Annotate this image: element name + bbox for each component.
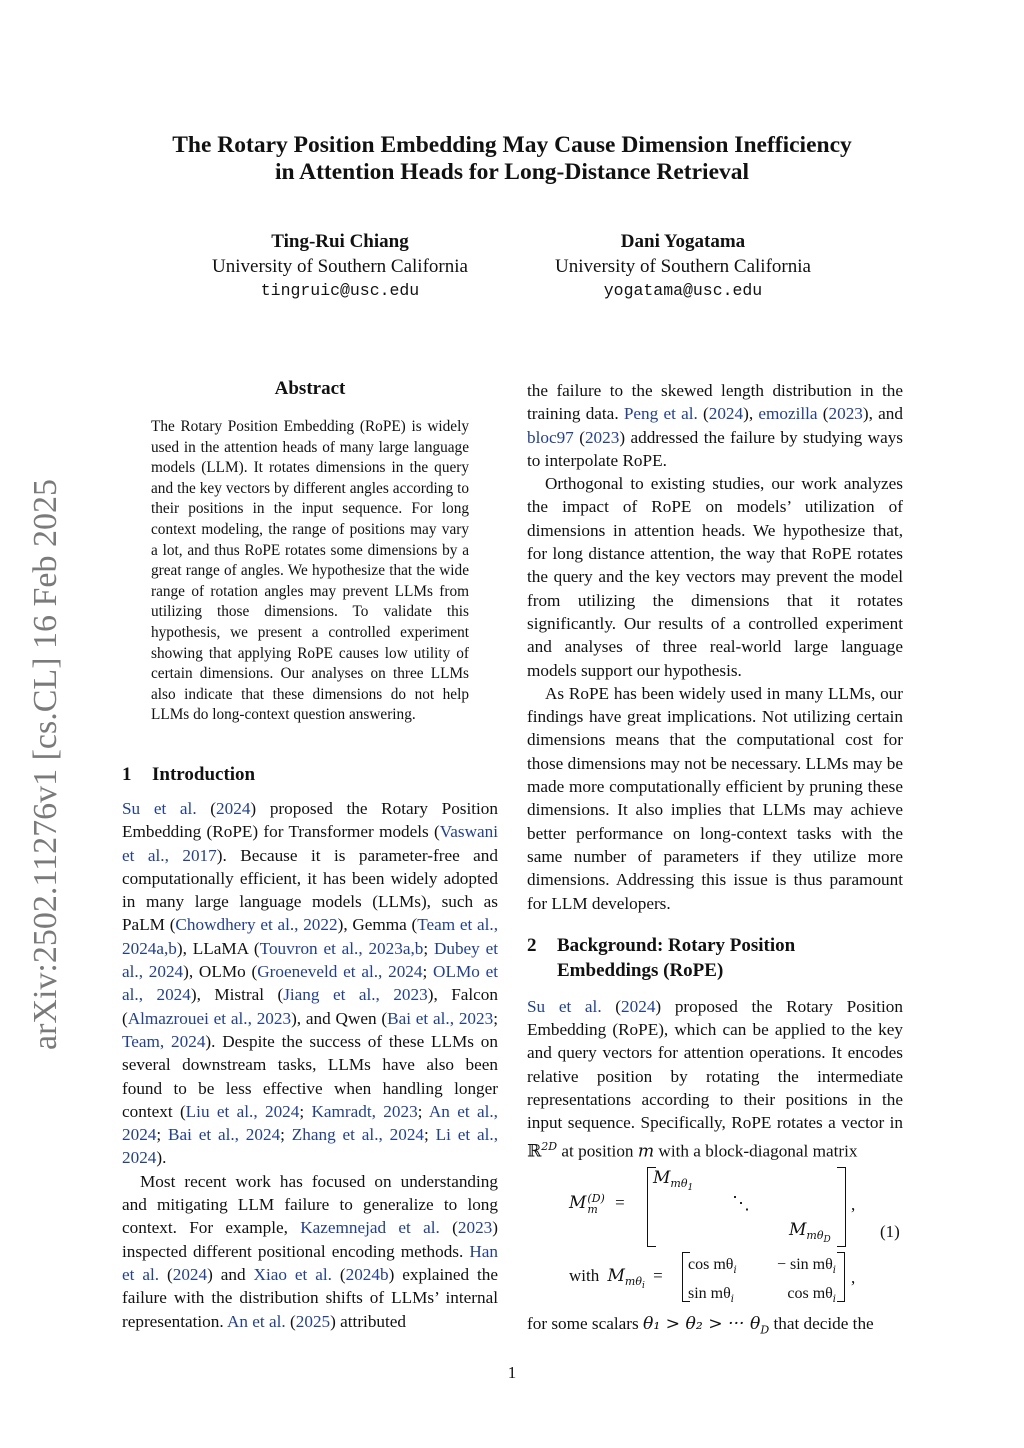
paper-title bbox=[0, 132, 1024, 186]
matrix-entry-1: $M_{m\theta_1}$ bbox=[653, 1168, 694, 1194]
citation-link[interactable]: Su et al. bbox=[527, 996, 602, 1016]
citation-link[interactable]: Li et al., 2024 bbox=[122, 1125, 498, 1168]
equation-with-line: with $M_{m\theta_i}$ = bbox=[569, 1266, 663, 1292]
citation-link[interactable]: Vaswani et al., 2017 bbox=[122, 822, 498, 865]
citation-link[interactable]: 2023 bbox=[828, 404, 863, 424]
rotation-col-1: $\cos m\theta_i$ $\sin m\theta_i$ bbox=[688, 1256, 737, 1306]
intro-paragraph-3: the failure to the skewed length distribution in the training data. Peng et al. (2024), emozilla (2023), and bloc97 (2023) addressed the failure by studying ways to interpolate RoPE. bbox=[527, 381, 903, 470]
abstract-text: The Rotary Position Embedding (RoPE) is widely used in the attention heads of many large language models (LLM). It rotates dimensions in the query and the key vectors by different angles according to their positions in the input sequence. For long context modeling, the range of positions may vary a lot, and thus RoPE rotates some dimensions by a great range of angles. We hypothesize that the wide range of rotation angles may prevent LLMs from utilizing those dimensions. To validate this hypothesis, we present a controlled experiment showing that applying RoPE causes low utility of certain dimensions. Our analyses on three LLMs also indicate that these dimensions do not help LLMs do long-context question answering. bbox=[151, 418, 469, 724]
matrix-right-bracket bbox=[837, 1167, 846, 1247]
citation-link[interactable]: Bai et al., 2024 bbox=[168, 1125, 281, 1145]
citation-link[interactable]: bloc97 bbox=[527, 427, 574, 447]
author-name: Ting-Rui Chiang bbox=[271, 231, 409, 252]
citation-link[interactable]: OLMo et al., 2024 bbox=[122, 962, 498, 1005]
citation-link[interactable]: Kamradt, 2023 bbox=[311, 1101, 418, 1121]
rotation-right-bracket bbox=[837, 1252, 845, 1302]
equation-comma-2: , bbox=[851, 1268, 856, 1287]
matrix-entry-d: $M_{m\theta_D}$ bbox=[789, 1220, 831, 1246]
right-column bbox=[527, 379, 903, 1164]
author-affiliation: University of Southern California bbox=[555, 255, 811, 277]
author-email: yogatama@usc.edu bbox=[603, 281, 763, 300]
citation-link[interactable]: Jiang et al., 2023 bbox=[283, 985, 428, 1005]
author-email: tingruic@usc.edu bbox=[260, 281, 420, 300]
title-line-2: in Attention Heads for Long-Distance Retrieval bbox=[274, 159, 750, 185]
section-heading-background: 2 Background: Rotary Position Embeddings (RoPE) bbox=[527, 934, 796, 981]
citation-link[interactable]: 2024 bbox=[216, 799, 251, 818]
intro-section bbox=[122, 762, 498, 1333]
equation-comma: , bbox=[851, 1195, 856, 1214]
equation-lhs: M (D) m = bbox=[569, 1192, 625, 1217]
citation-link[interactable]: An et al., 2024 bbox=[122, 1101, 498, 1145]
citation-link[interactable]: Kazemnejad et al. bbox=[300, 1218, 440, 1238]
citation-link[interactable]: Su et al. bbox=[122, 799, 197, 818]
equation-1 bbox=[527, 1165, 903, 1305]
title-line-1: The Rotary Position Embedding May Cause Dimension Inefficiency bbox=[172, 132, 852, 158]
citation-link[interactable]: emozilla bbox=[758, 404, 818, 424]
citation-link[interactable]: 2025 bbox=[295, 1311, 331, 1331]
citation-link[interactable]: Han et al. bbox=[122, 1241, 498, 1284]
abstract-heading: Abstract bbox=[274, 378, 346, 399]
author-name: Dani Yogatama bbox=[620, 231, 746, 252]
rotation-col-2: − $\sin m\theta_i$ $\cos m\theta_i$ bbox=[776, 1256, 836, 1306]
citation-link[interactable]: Touvron et al., 2023a,b bbox=[259, 938, 424, 958]
citation-link[interactable]: 2024 bbox=[708, 404, 744, 424]
background-paragraph-1: Su et al. (2024) proposed the Rotary Position Embedding (RoPE), which can be applied to the key and query vectors for attention operations. It encodes relative position by rotating the intermediate representations according to their positions in the input sequence. Specifically, RoPE rotates a vector in ℝ$^{2D}$ at position m with a block-diagonal matrix bbox=[527, 996, 903, 1162]
citation-link[interactable]: An et al. bbox=[227, 1311, 286, 1331]
intro-paragraph-4: Orthogonal to existing studies, our work analyzes the impact of RoPE on models’ utilization of dimensions in attention heads. We hypothesize that, for long distance attention, the way that RoPE rotates the query and the key vectors may prevent the model from utilizing the dimensions that it rotates significantly. Our results of a controlled experiment and analyses of three real-world large language models support our hypothesis. bbox=[527, 474, 903, 680]
after-equation-text: for some scalars θ₁ > θ₂ > ··· $\theta_D$ that decide the bbox=[527, 1314, 874, 1337]
citation-link[interactable]: Peng et al. bbox=[623, 404, 698, 424]
citation-link[interactable]: Almazrouei et al., 2023 bbox=[127, 1008, 292, 1028]
section-heading-introduction: 1 Introduction bbox=[122, 764, 256, 785]
matrix-dots: ⋱ bbox=[732, 1193, 750, 1213]
citation-link[interactable]: Chowdhery et al., 2022 bbox=[175, 915, 338, 935]
author-block-2 bbox=[503, 230, 863, 304]
citation-link[interactable]: Bai et al., 2023 bbox=[387, 1008, 494, 1028]
citation-link[interactable]: Xiao et al. bbox=[253, 1264, 332, 1284]
page-number: 1 bbox=[507, 1363, 517, 1382]
citation-link[interactable]: 2023 bbox=[584, 427, 620, 447]
intro-paragraph-1: Su et al. (2024) proposed the Rotary Position Embedding (RoPE) for Transformer models (Vaswani et al., 2017). Because it is parameter-free and computationally efficient, it has been widely adopted in many large language models (LLMs), such as PaLM (Chowdhery et al., 2022), Gemma (Team et al., 2024a,b), LLaMA (Touvron et al., 2023a,b; Dubey et al., 2024), OLMo (Groeneveld et al., 2024; OLMo et al., 2024), Mistral (Jiang et al., 2023), Falcon (Almazrouei et al., 2023), and Qwen (Bai et al., 2023; Team, 2024). Despite the success of these LLMs on several downstream tasks, LLMs have also been found to be less effective when handling longer context (Liu et al., 2024; Kamradt, 2023; An et al., 2024; Bai et al., 2024; Zhang et al., 2024; Li et al., 2024). bbox=[122, 799, 498, 1168]
intro-paragraph-5: As RoPE has been widely used in many LLMs, our findings have great implications. Not utilizing certain dimensions means that the computational cost for those dimensions may not be necessary. LLMs may be made more computationally efficient by pruning these dimensions. It also implies that LLMs may achieve better performance on long-context tasks with the same number of parameters if they utilize more dimensions. Addressing this issue is thus paramount for LLM developers. bbox=[527, 683, 903, 913]
citation-link[interactable]: Team, 2024 bbox=[122, 1031, 206, 1051]
citation-link[interactable]: 2024b bbox=[345, 1264, 389, 1284]
citation-link[interactable]: 2024 bbox=[172, 1264, 208, 1284]
citation-link[interactable]: Zhang et al., 2024 bbox=[291, 1125, 425, 1145]
equation-number: (1) bbox=[880, 1222, 900, 1241]
arxiv-stamp: arXiv:2502.11276v1 [cs.CL] 16 Feb 2025 bbox=[27, 478, 64, 1050]
citation-link[interactable]: Liu et al., 2024 bbox=[185, 1101, 300, 1121]
citation-link[interactable]: Team et al., 2024a,b bbox=[122, 915, 498, 958]
citation-link[interactable]: Groeneveld et al., 2024 bbox=[257, 962, 423, 982]
intro-paragraph-2: Most recent work has focused on understanding and mitigating LLM failure to generalize to long context. For example, Kazemnejad et al. (2023) inspected different positional encoding methods. Han et al. (2024) and Xiao et al. (2024b) explained the failure with the distribution shifts of LLMs’ internal representation. An et al. (2025) attributed bbox=[122, 1171, 499, 1331]
author-affiliation: University of Southern California bbox=[212, 255, 468, 277]
author-block-1 bbox=[160, 230, 520, 304]
citation-link[interactable]: 2024 bbox=[621, 996, 656, 1016]
citation-link[interactable]: Dubey et al., 2024 bbox=[122, 938, 498, 982]
citation-link[interactable]: 2023 bbox=[457, 1218, 493, 1238]
